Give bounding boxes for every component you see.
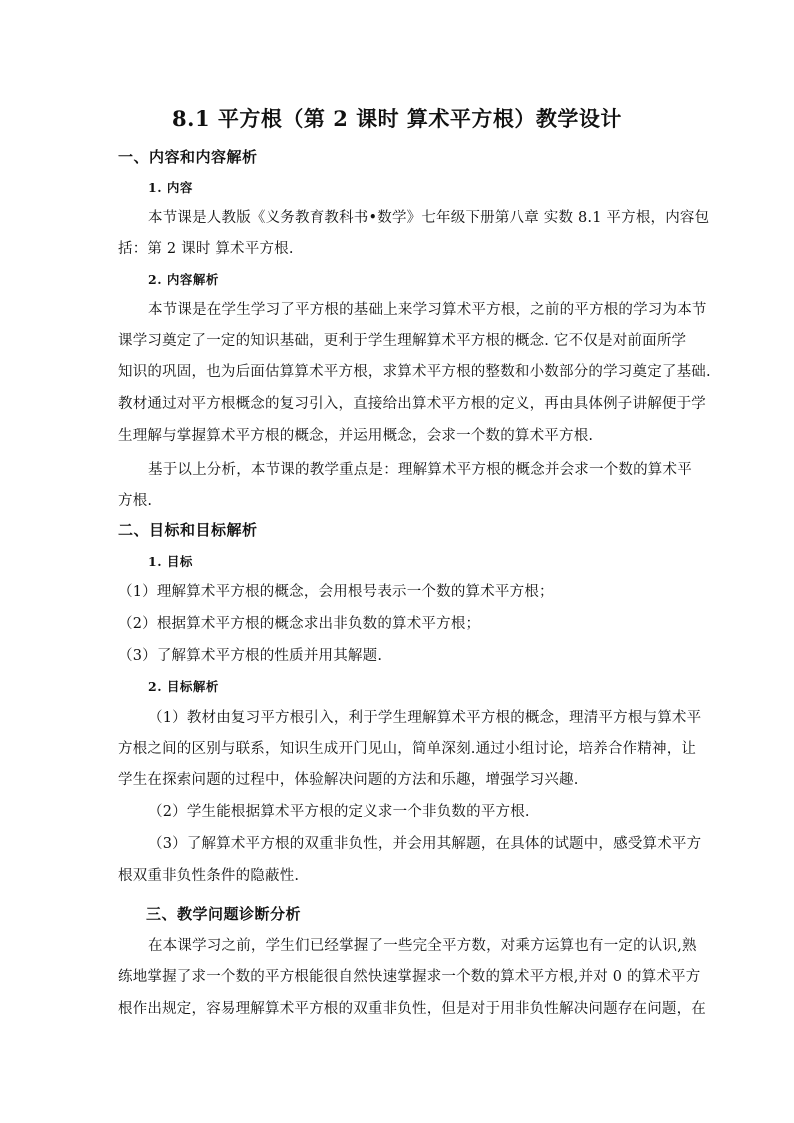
paragraph-line: （3）了解算术平方根的双重非负性，并会用其解题，在具体的试题中，感受算术平方 [148, 836, 702, 852]
document-title: 8.1 平方根（第 2 课时 算术平方根）教学设计 [172, 106, 622, 131]
paragraph-line: 教材通过对平方根概念的复习引入，直接给出算术平方根的定义，再由具体例子讲解便于学 [118, 396, 706, 412]
goal-item: （1）理解算术平方根的概念，会用根号表示一个数的算术平方根； [118, 584, 554, 600]
paragraph-line: 括：第 2 课时 算术平方根. [118, 241, 294, 257]
section-2-heading: 二、目标和目标解析 [118, 521, 258, 539]
section-1-sub-1: 1. 内容 [148, 180, 193, 195]
paragraph-line: 在本课学习之前，学生们已经掌握了一些完全平方数，对乘方运算也有一定的认识,熟 [148, 938, 697, 954]
paragraph-line: 本节课是在学生学习了平方根的基础上来学习算术平方根，之前的平方根的学习为本节 [148, 302, 707, 318]
section-1-heading: 一、内容和内容解析 [118, 148, 258, 166]
paragraph-line: 根双重非负性条件的隐蔽性. [118, 868, 300, 884]
section-2-sub-2: 2. 目标解析 [148, 679, 219, 694]
paragraph-line: 根作出规定，容易理解算术平方根的双重非负性，但是对于用非负性解决问题存在问题，在 [118, 1001, 706, 1017]
section-3-heading: 三、教学问题诊断分析 [146, 905, 302, 923]
section-2-sub-1: 1. 目标 [148, 554, 193, 569]
section-1-sub-2: 2. 内容解析 [148, 272, 219, 287]
paragraph-line: 课学习奠定了一定的知识基础，更利于学生理解算术平方根的概念. 它不仅是对前面所学 [118, 333, 687, 349]
paragraph-line: （1）教材由复习平方根引入，利于学生理解算术平方根的概念，理清平方根与算术平 [148, 710, 702, 726]
paragraph-line: 方根之间的区别与联系，知识生成开门见山，简单深刻.通过小组讨论，培养合作精神，让 [118, 741, 697, 757]
paragraph-line: 方根. [118, 493, 153, 509]
paragraph-line: 学生在探索问题的过程中，体验解决问题的方法和乐趣，增强学习兴趣. [118, 772, 579, 788]
goal-item: （3）了解算术平方根的性质并用其解题. [118, 648, 383, 664]
paragraph-line: 练地掌握了求一个数的平方根能很自然快速掌握求一个数的算术平方根,并对 0 的算术平方 [118, 969, 701, 985]
paragraph-line: （2）学生能根据算术平方根的定义求一个非负数的平方根. [148, 804, 530, 820]
goal-item: （2）根据算术平方根的概念求出非负数的算术平方根； [118, 616, 481, 632]
paragraph-line: 知识的巩固，也为后面估算算术平方根，求算术平方根的整数和小数部分的学习奠定了基础. [118, 364, 711, 380]
paragraph-line: 生理解与掌握算术平方根的概念，并运用概念，会求一个数的算术平方根. [118, 428, 594, 444]
paragraph-line: 基于以上分析，本节课的教学重点是：理解算术平方根的概念并会求一个数的算术平 [148, 462, 692, 478]
paragraph-line: 本节课是人教版《义务教育教科书•数学》七年级下册第八章 实数 8.1 平方根，内容包 [148, 210, 710, 226]
